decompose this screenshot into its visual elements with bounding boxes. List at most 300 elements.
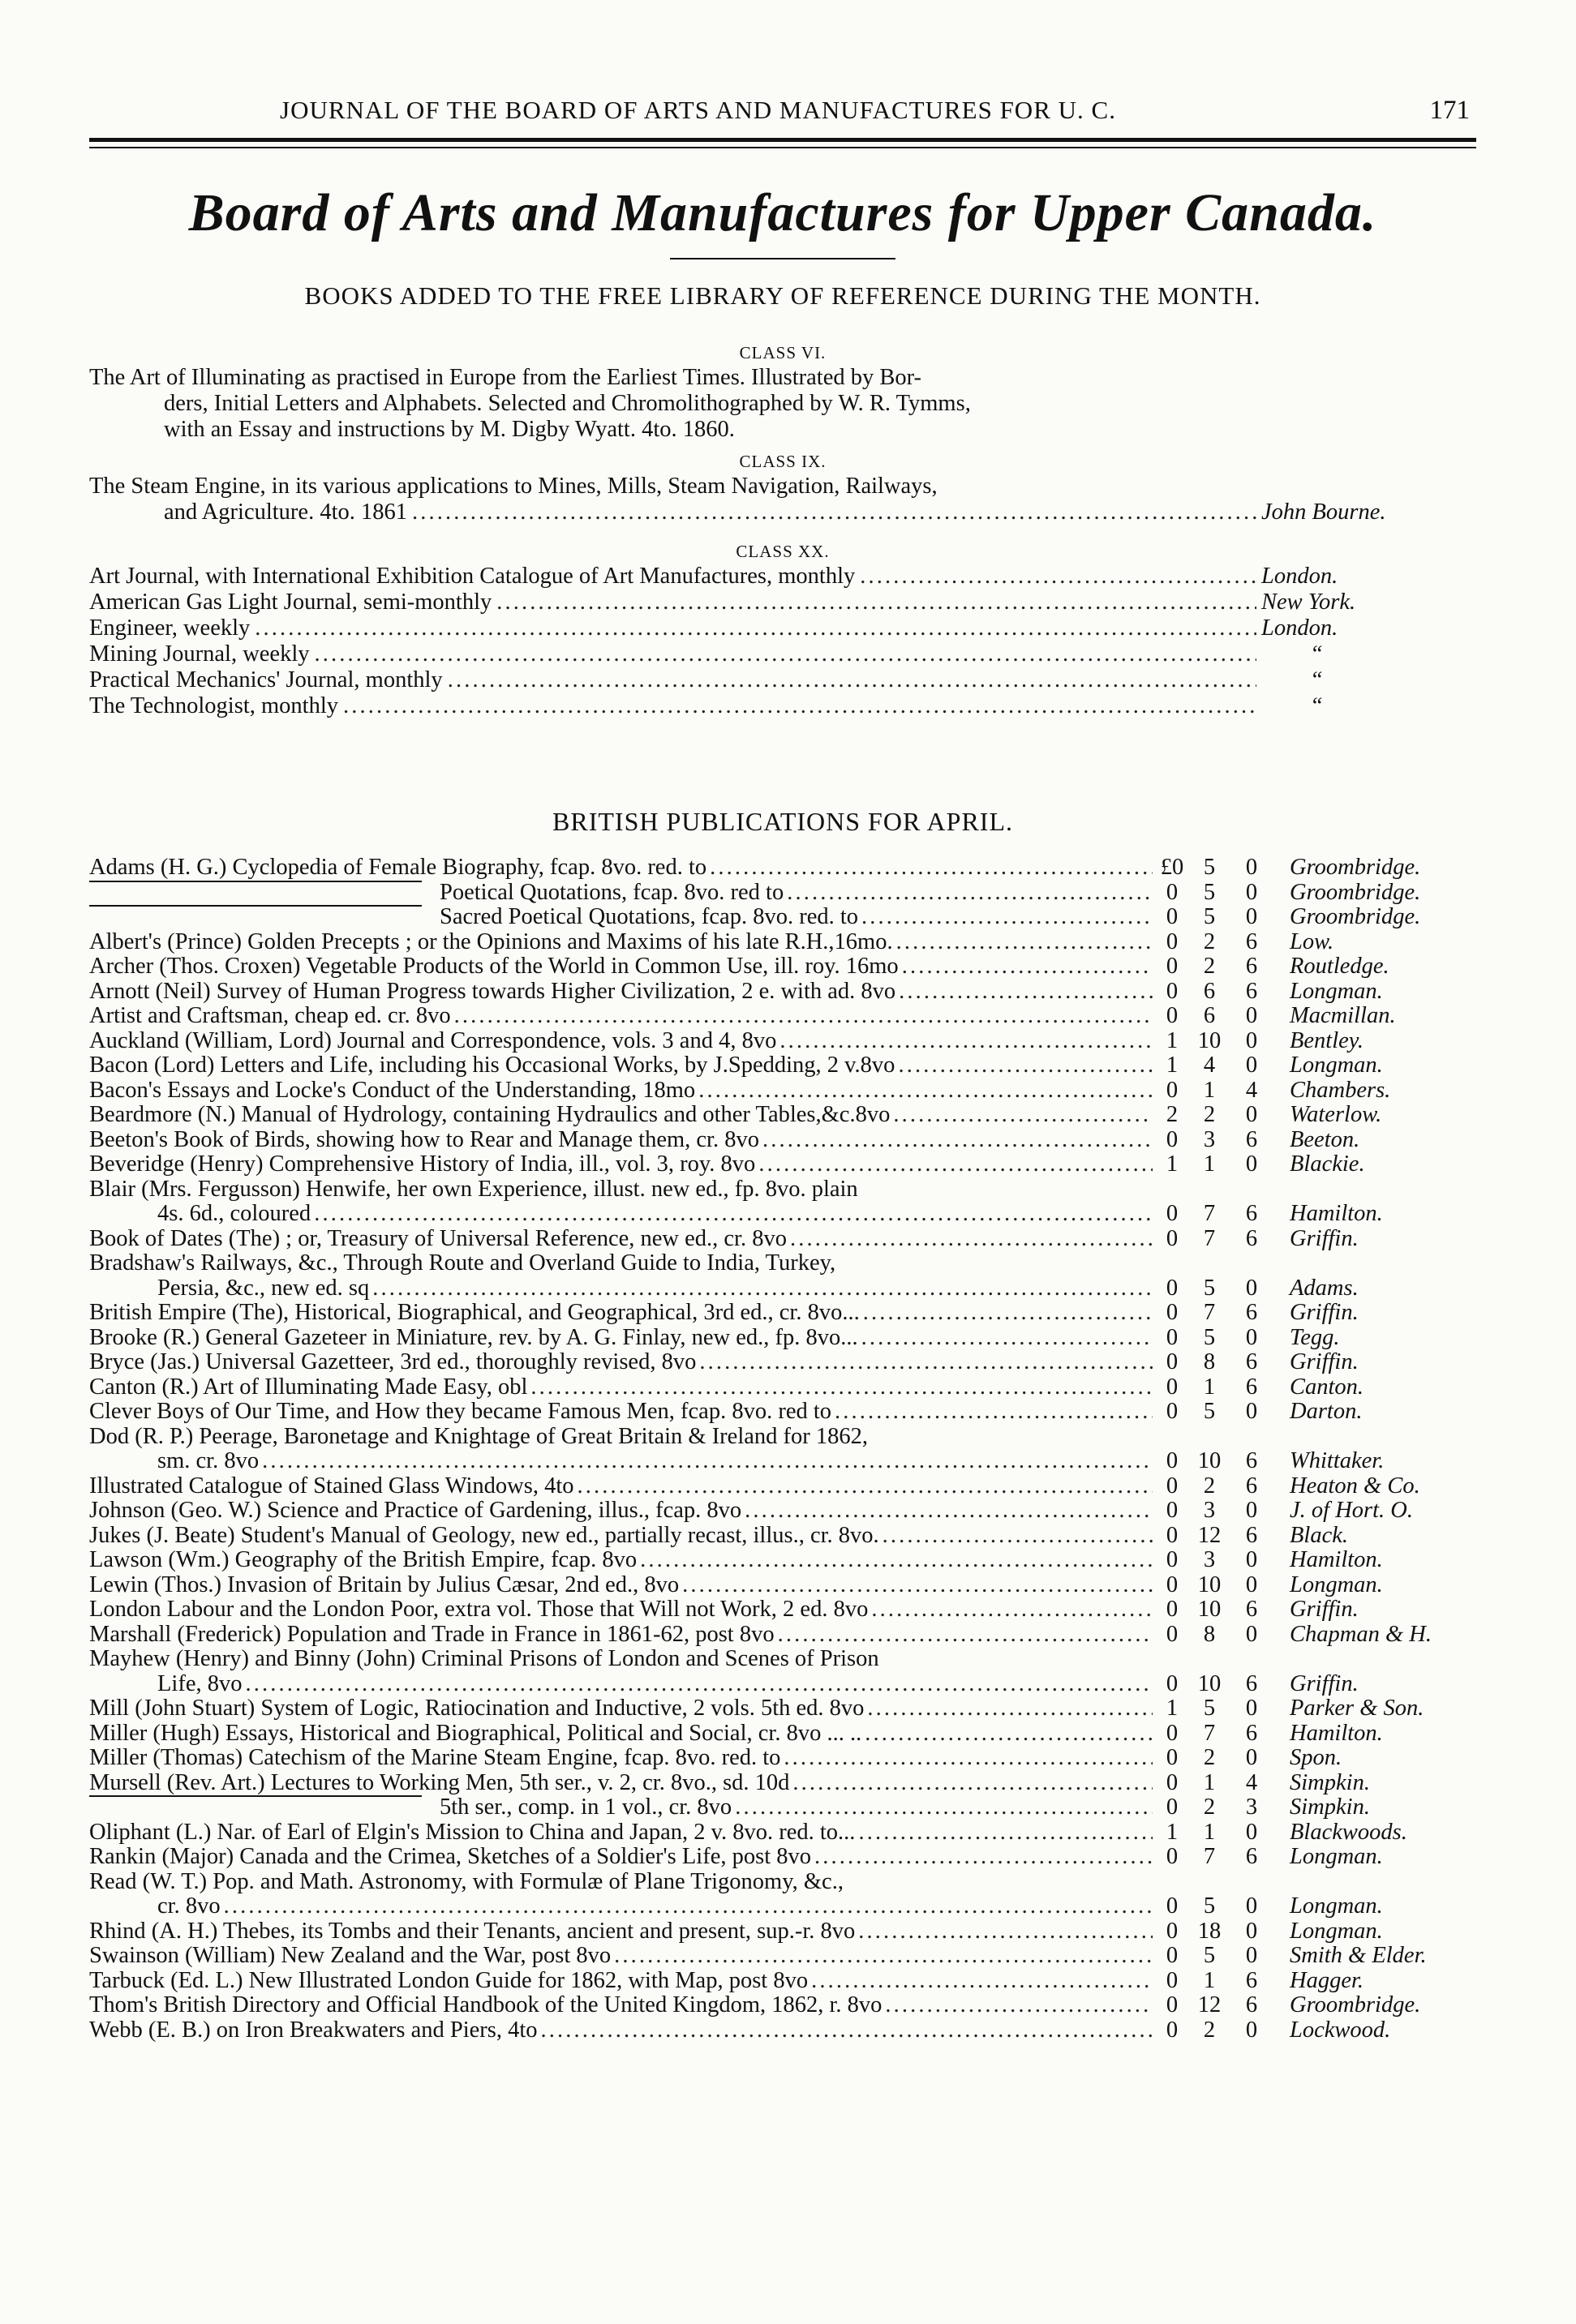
- leader-dots: [372, 1276, 1153, 1301]
- leader-dots: [541, 2018, 1153, 2043]
- book-entry: [89, 1944, 1484, 1969]
- price-shillings: 1: [1203, 1819, 1216, 1845]
- book-title: Marshall (Frederick) Population and Trade in France in 1861-62, post 8vo: [89, 1621, 775, 1647]
- leader-dots: [885, 1993, 1153, 2018]
- leader-dots: [448, 667, 1256, 693]
- book-row: [89, 1919, 1484, 1945]
- leader-dots: [496, 590, 1256, 615]
- book-row: [89, 1696, 1484, 1722]
- price-pence: 0: [1245, 904, 1258, 929]
- book-entry: [89, 1326, 1484, 1351]
- class-xx-place: London.: [1261, 615, 1338, 641]
- book-title: Albert's (Prince) Golden Precepts ; or the Opinions and Maxims of his late R.H.,16mo.: [89, 928, 893, 954]
- book-entry: [89, 855, 1484, 881]
- leader-dots: [835, 1400, 1153, 1425]
- leader-dots: [614, 1944, 1153, 1969]
- price-pounds: 0: [1166, 1201, 1179, 1226]
- price-shillings: 8: [1203, 1349, 1216, 1374]
- price-pounds: 0: [1166, 1893, 1179, 1919]
- book-price: [1156, 1944, 1290, 1969]
- price-pounds: 0: [1166, 954, 1179, 979]
- leader-dots: [784, 1746, 1153, 1771]
- leader-dots: [896, 930, 1153, 955]
- book-publisher: Groombridge.: [1290, 879, 1421, 905]
- book-price: [1156, 1969, 1290, 1994]
- book-price: [1156, 1746, 1290, 1771]
- book-entry: [89, 1251, 1484, 1301]
- book-entry: [89, 1820, 1484, 1846]
- book-entry: [89, 930, 1484, 955]
- leader-dots: [698, 1078, 1153, 1104]
- book-title: Book of Dates (The) ; or, Treasury of Universal Reference, new ed., cr. 8vo: [89, 1225, 787, 1251]
- book-row: [89, 1375, 1484, 1400]
- book-text-line: Dod (R. P.) Peerage, Baronetage and Knightage of Great Britain & Ireland for 1862,: [89, 1423, 868, 1449]
- book-entry: [89, 1499, 1484, 1524]
- book-price: [1156, 1623, 1290, 1648]
- book-entry: [89, 1597, 1484, 1623]
- book-price: [1156, 1499, 1290, 1524]
- book-row: [89, 1227, 1484, 1252]
- book-price: [1156, 1696, 1290, 1722]
- class-xx-title: American Gas Light Journal, semi-monthly: [89, 590, 492, 615]
- price-shillings: 18: [1197, 1918, 1222, 1944]
- book-publisher: Hamilton.: [1290, 1720, 1383, 1746]
- book-publisher: Chapman & H.: [1290, 1621, 1432, 1647]
- leader-dots: [811, 1969, 1153, 1994]
- book-row: [89, 1672, 1484, 1697]
- class-xx-entry: [89, 564, 1464, 590]
- book-publisher: Beeton.: [1290, 1126, 1360, 1152]
- book-publisher: Longman.: [1290, 978, 1383, 1004]
- book-price: [1156, 1078, 1290, 1104]
- book-price: [1156, 980, 1290, 1005]
- book-publisher: Groombridge.: [1290, 1992, 1421, 2017]
- book-row: [89, 1152, 1484, 1177]
- leader-dots: [640, 1548, 1153, 1573]
- running-title: JOURNAL OF THE BOARD OF ARTS AND MANUFACTURES FOR U. C.: [280, 96, 1116, 124]
- price-pounds: 0: [1166, 1769, 1179, 1795]
- book-publisher: Griffin.: [1290, 1225, 1359, 1251]
- book-publisher: Groombridge.: [1290, 855, 1421, 880]
- book-price: [1156, 1276, 1290, 1301]
- class-xx-entry: [89, 615, 1464, 641]
- price-pounds: 0: [1166, 1992, 1179, 2017]
- price-shillings: 7: [1203, 1300, 1216, 1325]
- book-title: Mill (John Stuart) System of Logic, Ratiocination and Inductive, 2 vols. 5th ed. 8vo: [89, 1696, 865, 1721]
- price-pence: 0: [1245, 1621, 1258, 1647]
- book-publisher: Chambers.: [1290, 1077, 1391, 1103]
- price-pence: 0: [1245, 855, 1258, 880]
- price-pounds: 0: [1166, 1918, 1179, 1944]
- header-rule-thick: [89, 138, 1476, 142]
- book-price: [1156, 1548, 1290, 1573]
- book-entry: [89, 1227, 1484, 1252]
- class-xx-place: London.: [1261, 564, 1338, 589]
- price-pence: 0: [1245, 2017, 1258, 2043]
- leader-dots: [861, 905, 1153, 930]
- book-entry: [89, 954, 1484, 980]
- price-pence: 6: [1245, 1201, 1258, 1226]
- book-title: Mursell (Rev. Art.) Lectures to Working Men, 5th ser., v. 2, cr. 8vo., sd. 10d: [89, 1769, 790, 1795]
- leader-dots: [814, 1845, 1153, 1870]
- price-shillings: 5: [1203, 904, 1216, 929]
- book-entry: [89, 881, 1484, 906]
- book-entry: [89, 1746, 1484, 1771]
- price-pence: 6: [1245, 1374, 1258, 1400]
- book-price: [1156, 1301, 1290, 1326]
- book-title: Lawson (Wm.) Geography of the British Empire, fcap. 8vo: [89, 1547, 638, 1572]
- leader-dots: [899, 980, 1153, 1005]
- price-pence: 0: [1245, 1324, 1258, 1350]
- book-title: Rankin (Major) Canada and the Crimea, Sketches of a Soldier's Life, post 8vo: [89, 1844, 811, 1869]
- price-pence: 6: [1245, 1473, 1258, 1499]
- class-ix-line-2: and Agriculture. 4to. 1861: [164, 500, 407, 525]
- price-pounds: 0: [1166, 978, 1179, 1004]
- price-shillings: 2: [1203, 2017, 1216, 2043]
- price-shillings: 5: [1203, 1696, 1216, 1721]
- price-pence: 6: [1245, 1349, 1258, 1374]
- book-entry: [89, 905, 1484, 930]
- price-pounds: 0: [1166, 1448, 1179, 1473]
- book-row: [89, 1078, 1484, 1104]
- class-xx-line: [89, 590, 1464, 615]
- class-xx-place: New York.: [1261, 590, 1356, 615]
- book-entry: [89, 1573, 1484, 1598]
- price-pence: 6: [1245, 978, 1258, 1004]
- leader-dots: [787, 881, 1153, 906]
- book-entry: [89, 1103, 1484, 1128]
- book-publisher: Simpkin.: [1290, 1794, 1370, 1820]
- book-text-line: Bradshaw's Railways, &c., Through Route and Overland Guide to India, Turkey,: [89, 1250, 836, 1276]
- price-pounds: 0: [1166, 1473, 1179, 1499]
- book-price: [1156, 1919, 1290, 1945]
- book-row: [89, 1573, 1484, 1598]
- book-title: British Empire (The), Historical, Biographical, and Geographical, 3rd ed., cr. 8vo...: [89, 1300, 860, 1325]
- price-pence: 3: [1245, 1794, 1258, 1820]
- book-price: [1156, 1524, 1290, 1549]
- price-pounds: 0: [1166, 1225, 1179, 1251]
- price-pence: 0: [1245, 1275, 1258, 1301]
- price-pounds: 0: [1166, 879, 1179, 905]
- leader-dots: [898, 1053, 1153, 1078]
- class-xx-entry: [89, 667, 1464, 693]
- class-xx-line: [89, 667, 1464, 693]
- book-entry: [89, 1375, 1484, 1400]
- price-pounds: 0: [1166, 1349, 1179, 1374]
- class-xx-title: The Technologist, monthly: [89, 693, 338, 718]
- book-publisher: Black.: [1290, 1522, 1349, 1548]
- book-entry: [89, 1696, 1484, 1722]
- book-entry: [89, 1053, 1484, 1078]
- book-entry: [89, 1919, 1484, 1945]
- book-price: [1156, 1993, 1290, 2018]
- book-row: [89, 1746, 1484, 1771]
- book-entry: [89, 1647, 1484, 1696]
- book-entry: [89, 1400, 1484, 1425]
- book-entry: [89, 1845, 1484, 1870]
- book-entry: [89, 1722, 1484, 1747]
- price-pence: 6: [1245, 1844, 1258, 1869]
- book-price: [1156, 2018, 1290, 2043]
- page-number: 171: [1429, 96, 1470, 125]
- book-entry: [89, 1969, 1484, 1994]
- class-xx-title: Art Journal, with International Exhibition Catalogue of Art Manufactures, monthly: [89, 564, 856, 589]
- book-price: [1156, 1350, 1290, 1375]
- price-shillings: 1: [1203, 1151, 1216, 1177]
- book-entry: [89, 1548, 1484, 1573]
- book-publisher: Heaton & Co.: [1290, 1473, 1420, 1499]
- book-price: [1156, 1004, 1290, 1029]
- book-row: [89, 2018, 1484, 2043]
- price-shillings: 5: [1203, 879, 1216, 905]
- book-entry: [89, 1474, 1484, 1499]
- book-price: [1156, 1474, 1290, 1499]
- price-pounds: 0: [1166, 904, 1179, 929]
- book-row: [89, 1053, 1484, 1078]
- price-pounds: 0: [1166, 1670, 1179, 1696]
- class-xx-line: [89, 564, 1464, 590]
- price-shillings: 10: [1197, 1597, 1222, 1622]
- book-entry: [89, 1301, 1484, 1326]
- price-shillings: 10: [1197, 1571, 1222, 1597]
- book-entry: [89, 1623, 1484, 1648]
- book-price: [1156, 1029, 1290, 1054]
- book-price: [1156, 1103, 1290, 1128]
- board-title: Board of Arts and Manufactures for Upper Canada.: [188, 183, 1377, 242]
- price-shillings: 8: [1203, 1621, 1216, 1647]
- book-publisher: Parker & Son.: [1290, 1696, 1424, 1721]
- book-entry: [89, 1771, 1484, 1796]
- price-shillings: 12: [1197, 1522, 1222, 1548]
- book-text-line: Blair (Mrs. Fergusson) Henwife, her own Experience, illust. new ed., fp. 8vo. plain: [89, 1176, 858, 1202]
- header-rule-thin: [89, 147, 1476, 148]
- book-entry: [89, 1870, 1484, 1919]
- price-pence: 6: [1245, 1992, 1258, 2017]
- class-ix-line-1: The Steam Engine, in its various applications to Mines, Mills, Steam Navigation, Railways,: [89, 474, 938, 499]
- book-title: sm. cr. 8vo: [157, 1448, 260, 1473]
- price-pence: 0: [1245, 1943, 1258, 1968]
- book-publisher: Spon.: [1290, 1745, 1342, 1770]
- book-price: [1156, 1722, 1290, 1747]
- book-title: Life, 8vo: [157, 1670, 243, 1696]
- book-title: Auckland (William, Lord) Journal and Correspondence, vols. 3 and 4, 8vo: [89, 1027, 777, 1053]
- price-shillings: 1: [1203, 1374, 1216, 1400]
- price-pounds: 0: [1166, 1003, 1179, 1028]
- price-pounds: £0: [1160, 855, 1184, 880]
- book-title: Bryce (Jas.) Universal Gazetteer, 3rd ed., thoroughly revised, 8vo: [89, 1349, 697, 1374]
- book-title: Miller (Thomas) Catechism of the Marine Steam Engine, fcap. 8vo. red. to: [89, 1745, 781, 1770]
- leader-dots: [315, 641, 1256, 667]
- leader-dots: [758, 1152, 1153, 1177]
- book-publisher: Longman.: [1290, 1893, 1383, 1919]
- class-xx-entry: [89, 590, 1464, 615]
- class-xx-line: [89, 693, 1464, 719]
- class-xx-title: Mining Journal, weekly: [89, 641, 310, 667]
- leader-dots: [314, 1202, 1153, 1227]
- book-publisher: Hagger.: [1290, 1967, 1364, 1993]
- leader-dots: [710, 855, 1153, 881]
- leader-dots: [578, 1474, 1153, 1499]
- class-vi-line-1: The Art of Illuminating as practised in Europe from the Earliest Times. Illustrated by Bor-: [89, 365, 922, 390]
- book-title: Swainson (William) New Zealand and the War, post 8vo: [89, 1943, 612, 1968]
- book-row: [89, 1499, 1484, 1524]
- book-row: [89, 1771, 1484, 1796]
- book-title: Canton (R.) Art of Illuminating Made Easy, obl: [89, 1374, 528, 1400]
- price-pence: 6: [1245, 1126, 1258, 1152]
- book-publisher: Macmillan.: [1290, 1003, 1396, 1028]
- book-title: Clever Boys of Our Time, and How they became Famous Men, fcap. 8vo. red to: [89, 1399, 832, 1424]
- price-shillings: 2: [1203, 1794, 1216, 1820]
- price-pence: 6: [1245, 1225, 1258, 1251]
- book-row: [89, 1722, 1484, 1747]
- book-title: Persia, &c., new ed. sq: [157, 1275, 370, 1301]
- price-shillings: 5: [1203, 1275, 1216, 1301]
- book-row: [89, 1597, 1484, 1623]
- price-shillings: 1: [1203, 1077, 1216, 1103]
- book-entry: [89, 1152, 1484, 1177]
- book-row: [89, 881, 1484, 906]
- book-entry: [89, 1004, 1484, 1029]
- price-shillings: 5: [1203, 1943, 1216, 1968]
- leader-dots: [762, 1128, 1153, 1153]
- price-pence: 0: [1245, 1151, 1258, 1177]
- leader-dots: [224, 1894, 1153, 1919]
- book-row: [89, 1400, 1484, 1425]
- price-pounds: 0: [1166, 1300, 1179, 1325]
- price-pence: 0: [1245, 1745, 1258, 1770]
- book-row: [89, 1845, 1484, 1870]
- book-row: [89, 905, 1484, 930]
- price-shillings: 2: [1203, 928, 1216, 954]
- price-pounds: 0: [1166, 1571, 1179, 1597]
- book-price: [1156, 1227, 1290, 1252]
- leader-dots: [865, 1722, 1153, 1747]
- price-pence: 0: [1245, 1003, 1258, 1028]
- book-publisher: Hamilton.: [1290, 1201, 1383, 1226]
- book-row: [89, 1548, 1484, 1573]
- book-publisher: Hamilton.: [1290, 1547, 1383, 1572]
- book-title: Rhind (A. H.) Thebes, its Tombs and their Tenants, ancient and present, sup.-r. 8vo: [89, 1918, 856, 1944]
- leader-dots: [779, 1029, 1153, 1054]
- price-pounds: 0: [1166, 1967, 1179, 1993]
- book-publisher: Canton.: [1290, 1374, 1364, 1400]
- book-price: [1156, 1152, 1290, 1177]
- book-title: Adams (H. G.) Cyclopedia of Female Biography, fcap. 8vo. red. to: [89, 855, 707, 880]
- price-pence: 6: [1245, 1448, 1258, 1473]
- price-shillings: 2: [1203, 1473, 1216, 1499]
- book-publisher: Waterlow.: [1290, 1102, 1382, 1127]
- book-row: [89, 855, 1484, 881]
- book-title: Archer (Thos. Croxen) Vegetable Products of the World in Common Use, ill. roy. 16mo: [89, 954, 899, 979]
- book-entry: [89, 2018, 1484, 2043]
- leader-dots: [871, 1597, 1153, 1623]
- leader-dots: [882, 1524, 1153, 1549]
- ditto-rule: [89, 1795, 422, 1797]
- price-pounds: 0: [1166, 1720, 1179, 1746]
- price-shillings: 6: [1203, 978, 1216, 1004]
- book-title: Johnson (Geo. W.) Science and Practice of Gardening, illus., fcap. 8vo: [89, 1498, 742, 1523]
- book-row: [89, 1350, 1484, 1375]
- leader-dots: [745, 1499, 1153, 1524]
- price-pence: 0: [1245, 879, 1258, 905]
- book-title: Webb (E. B.) on Iron Breakwaters and Piers, 4to: [89, 2017, 538, 2043]
- book-title: Beeton's Book of Birds, showing how to Rear and Manage them, cr. 8vo: [89, 1126, 759, 1152]
- book-publisher: Routledge.: [1290, 954, 1389, 979]
- price-shillings: 2: [1203, 1102, 1216, 1127]
- leader-dots: [893, 1103, 1153, 1128]
- book-title: 5th ser., comp. in 1 vol., cr. 8vo: [440, 1794, 732, 1820]
- book-title: Sacred Poetical Quotations, fcap. 8vo. red. to: [440, 904, 859, 929]
- book-title: Brooke (R.) General Gazeteer in Miniature, rev. by A. G. Finlay, new ed., fp. 8vo...: [89, 1324, 858, 1350]
- price-pence: 0: [1245, 1819, 1258, 1845]
- price-pence: 4: [1245, 1769, 1258, 1795]
- price-shillings: 1: [1203, 1769, 1216, 1795]
- book-row: [89, 1524, 1484, 1549]
- ditto-rule: [89, 881, 422, 882]
- book-text-line: Read (W. T.) Pop. and Math. Astronomy, with Formulæ of Plane Trigonomy, &c.,: [89, 1868, 844, 1894]
- book-title: 4s. 6d., coloured: [157, 1201, 311, 1226]
- book-entry: [89, 1128, 1484, 1153]
- price-pounds: 0: [1166, 1745, 1179, 1770]
- class-xx-place: “: [1310, 667, 1323, 692]
- book-publisher: J. of Hort. O.: [1290, 1498, 1413, 1523]
- book-price: [1156, 1597, 1290, 1623]
- price-shillings: 6: [1203, 1003, 1216, 1028]
- class-xx-place: “: [1310, 693, 1323, 718]
- price-shillings: 4: [1203, 1053, 1216, 1078]
- book-price: [1156, 905, 1290, 930]
- price-shillings: 5: [1203, 1399, 1216, 1424]
- book-publisher: Bentley.: [1290, 1027, 1363, 1053]
- book-price: [1156, 881, 1290, 906]
- book-price: [1156, 1820, 1290, 1846]
- book-price: [1156, 1845, 1290, 1870]
- leader-dots: [902, 954, 1153, 980]
- book-price: [1156, 1795, 1290, 1820]
- book-title: Bacon (Lord) Letters and Life, including his Occasional Works, by J.Spedding, 2 v.8vo: [89, 1053, 895, 1078]
- book-entry: [89, 1425, 1484, 1474]
- book-price: [1156, 930, 1290, 955]
- british-publications-heading: BRITISH PUBLICATIONS FOR APRIL.: [552, 807, 1013, 836]
- book-publisher: Griffin.: [1290, 1349, 1359, 1374]
- leader-dots: [530, 1375, 1153, 1400]
- class-xx-entry: [89, 693, 1464, 719]
- book-entry: [89, 1350, 1484, 1375]
- leader-dots: [699, 1350, 1153, 1375]
- class-ix-heading: CLASS IX.: [739, 452, 827, 471]
- book-price: [1156, 1053, 1290, 1078]
- price-pounds: 0: [1166, 1597, 1179, 1622]
- class-xx-place: “: [1310, 641, 1323, 667]
- price-shillings: 10: [1197, 1027, 1222, 1053]
- book-price: [1156, 1128, 1290, 1153]
- book-price: [1156, 1400, 1290, 1425]
- price-pounds: 1: [1166, 1696, 1179, 1721]
- ditto-rule: [89, 905, 422, 907]
- price-pounds: 1: [1166, 1151, 1179, 1177]
- book-title: cr. 8vo: [157, 1893, 221, 1919]
- book-row: [89, 1449, 1484, 1474]
- book-title: Arnott (Neil) Survey of Human Progress towards Higher Civilization, 2 e. with ad. 8vo: [89, 978, 896, 1004]
- price-pence: 0: [1245, 1498, 1258, 1523]
- class-xx-title: Practical Mechanics' Journal, monthly: [89, 667, 443, 692]
- book-entry: [89, 1993, 1484, 2018]
- book-row: [89, 1276, 1484, 1301]
- price-shillings: 5: [1203, 855, 1216, 880]
- price-shillings: 5: [1203, 1893, 1216, 1919]
- leader-dots: [255, 615, 1256, 641]
- book-entry: [89, 1029, 1484, 1054]
